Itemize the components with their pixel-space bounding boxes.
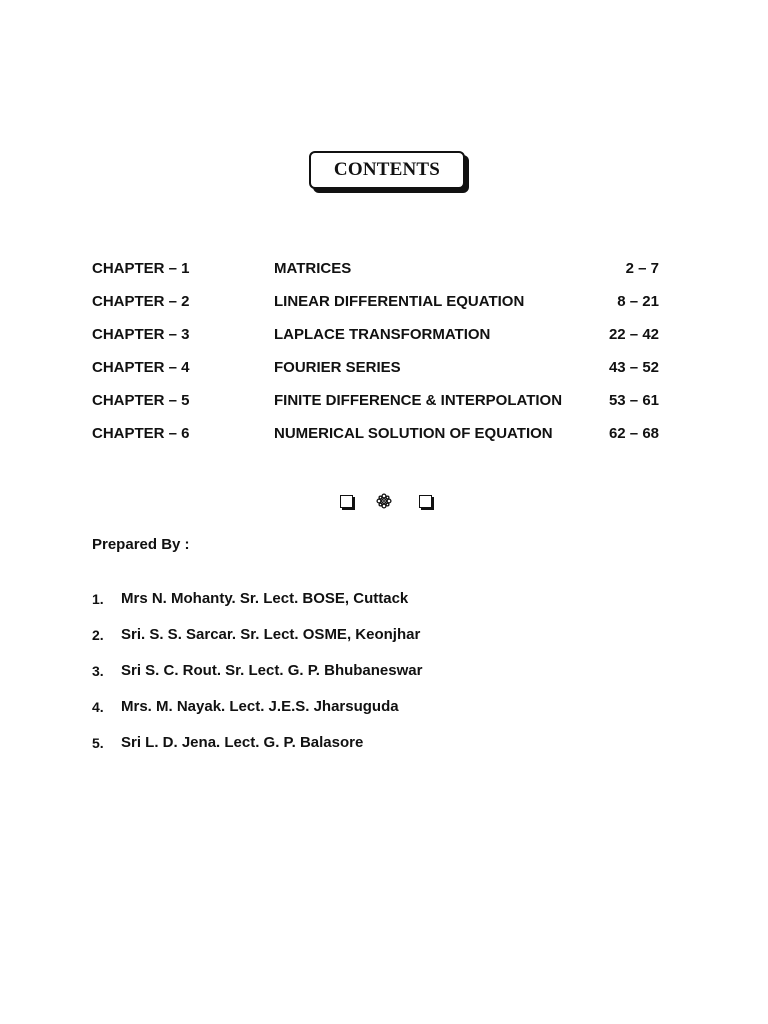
flower-icon bbox=[376, 493, 392, 509]
author-number: 1. bbox=[92, 591, 104, 607]
author-number: 4. bbox=[92, 699, 104, 715]
toc-page-range: 22 – 42 bbox=[608, 326, 659, 343]
box-bullet-icon bbox=[340, 495, 353, 508]
toc-chapter-number: CHAPTER – 3 bbox=[92, 326, 190, 343]
author-number: 5. bbox=[92, 735, 104, 751]
toc-chapter-title: FINITE DIFFERENCE & INTERPOLATION bbox=[274, 392, 563, 409]
toc-row bbox=[92, 258, 659, 291]
box-bullet-icon bbox=[419, 495, 432, 508]
toc-page-range: 62 – 68 bbox=[608, 425, 659, 442]
list-item bbox=[92, 625, 692, 661]
author-name: Sri S. C. Rout. Sr. Lect. G. P. Bhubaneswar bbox=[121, 662, 423, 679]
toc-page-range: 8 – 21 bbox=[617, 293, 659, 310]
list-item bbox=[92, 697, 692, 733]
toc-row bbox=[92, 324, 659, 357]
toc-chapter-title: LINEAR DIFFERENTIAL EQUATION bbox=[274, 293, 525, 310]
toc-row bbox=[92, 423, 659, 456]
page-title: CONTENTS bbox=[333, 159, 441, 180]
author-name: Mrs. M. Nayak. Lect. J.E.S. Jharsuguda bbox=[121, 698, 399, 715]
toc-chapter-number: CHAPTER – 2 bbox=[92, 293, 190, 310]
toc-row bbox=[92, 291, 659, 324]
toc-row bbox=[92, 390, 659, 423]
toc-page-range: 2 – 7 bbox=[625, 260, 659, 277]
toc-chapter-title: NUMERICAL SOLUTION OF EQUATION bbox=[274, 425, 553, 442]
toc-chapter-number: CHAPTER – 5 bbox=[92, 392, 190, 409]
toc-row bbox=[92, 357, 659, 390]
toc-chapter-number: CHAPTER – 1 bbox=[92, 260, 190, 277]
list-item bbox=[92, 661, 692, 697]
contents-heading-box bbox=[309, 151, 465, 189]
prepared-by-label: Prepared By : bbox=[92, 536, 190, 553]
list-item bbox=[92, 589, 692, 625]
toc-chapter-number: CHAPTER – 6 bbox=[92, 425, 190, 442]
table-of-contents bbox=[92, 258, 659, 456]
toc-chapter-number: CHAPTER – 4 bbox=[92, 359, 190, 376]
author-name: Sri L. D. Jena. Lect. G. P. Balasore bbox=[121, 734, 364, 751]
toc-page-range: 53 – 61 bbox=[608, 392, 659, 409]
author-name: Mrs N. Mohanty. Sr. Lect. BOSE, Cuttack bbox=[121, 590, 409, 607]
toc-chapter-title: FOURIER SERIES bbox=[274, 359, 401, 376]
section-divider-ornament bbox=[336, 489, 432, 513]
author-list bbox=[92, 589, 692, 769]
author-number: 3. bbox=[92, 663, 104, 679]
author-number: 2. bbox=[92, 627, 104, 643]
toc-chapter-title: MATRICES bbox=[274, 260, 352, 277]
toc-page-range: 43 – 52 bbox=[608, 359, 659, 376]
list-item bbox=[92, 733, 692, 769]
toc-chapter-title: LAPLACE TRANSFORMATION bbox=[274, 326, 491, 343]
author-name: Sri. S. S. Sarcar. Sr. Lect. OSME, Keonjhar bbox=[121, 626, 421, 643]
